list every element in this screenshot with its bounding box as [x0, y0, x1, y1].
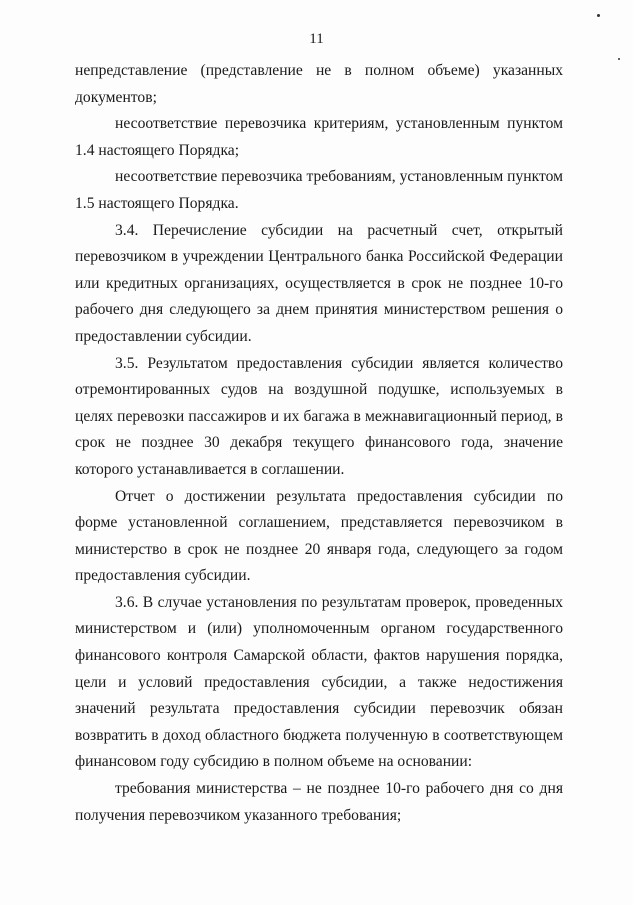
document-body: [75, 58, 563, 829]
paragraph-3-4: 3.4. Перечисление субсидии на расчетный счет, открытый перевозчиком в учреждении Центрального банка Российской Федерации или кредитных организациях, осуществляется в срок не позднее 10-го рабочего дня следующего за днем принятия министерством решения о предоставлении субсидии.: [75, 221, 563, 345]
paragraph-1: непредставление (представление не в полном объеме) указанных документов;: [75, 62, 563, 106]
paragraph-3-5: 3.5. Результатом предоставления субсидии является количество отремонтированных судов на воздушной подушке, используемых в целях перевозки пассажиров и их багажа в межнавигационный период, в срок не позднее 30 декабря текущего финансового года, значение которого устанавливается в соглашении.: [75, 354, 563, 478]
scan-speck: [618, 58, 620, 60]
paragraph-2: несоответствие перевозчика критериям, установленным пунктом 1.4 настоящего Порядка;: [75, 115, 563, 159]
paragraph-report: Отчет о достижении результата предоставления субсидии по форме установленной соглашением, представляется перевозчиком в министерство в срок не позднее 20 января года, следующего за годом предоставления субсидии.: [75, 487, 563, 585]
paragraph-3-6: 3.6. В случае установления по результатам проверок, проведенных министерством и (или) уполномоченным органом государственного финансового контроля Самарской области, фактов нарушения порядка, цели и условий предоставления субсидии, а также недостижения значений результата предоставления субсидии перевозчик обязан возвратить в доход областного бюджета полученную в соответствующем финансовом году субсидию в полном объеме на основании:: [75, 593, 563, 771]
paragraph-requirement: требования министерства – не позднее 10-го рабочего дня со дня получения перевозчиком указанного требования;: [75, 780, 563, 824]
paragraph-3: несоответствие перевозчика требованиям, установленным пунктом 1.5 настоящего Порядка.: [75, 168, 563, 212]
page-number: 11: [309, 31, 324, 47]
scan-speck: [597, 14, 600, 17]
